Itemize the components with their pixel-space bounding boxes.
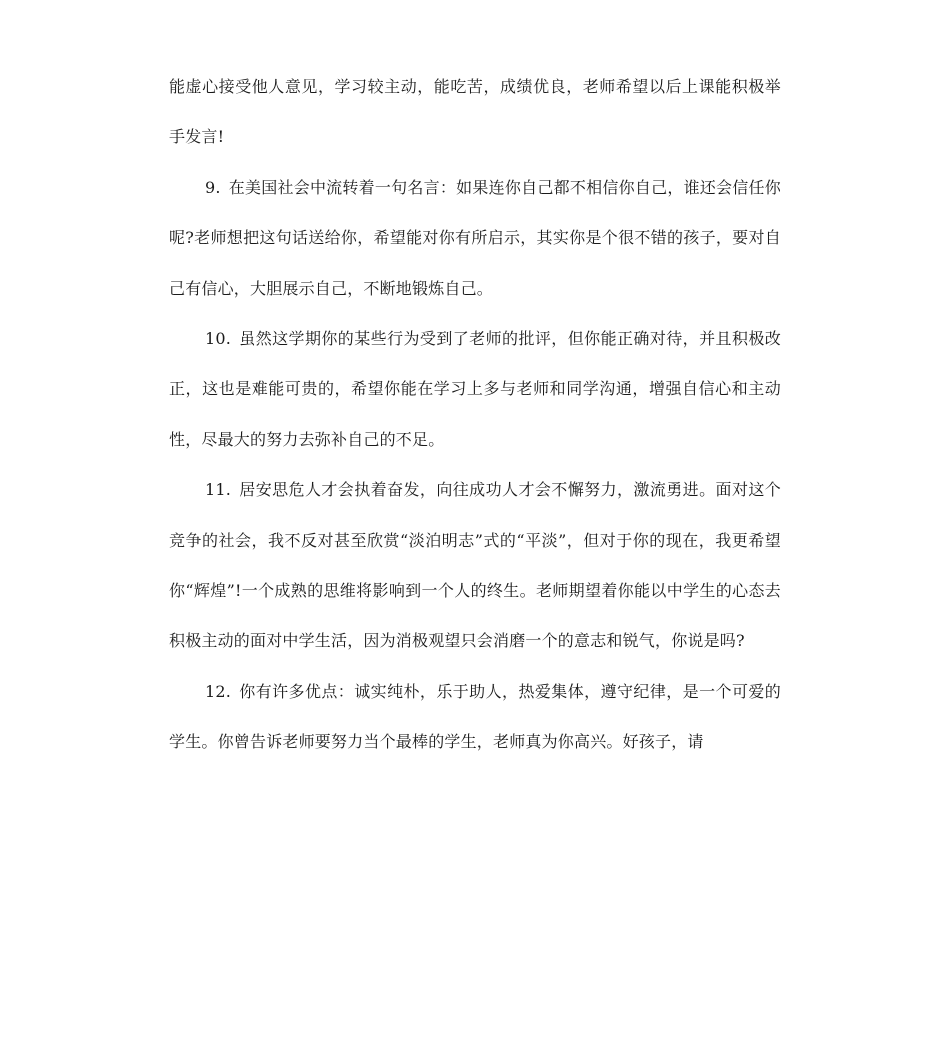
paragraph-number: 9. (205, 177, 221, 197)
paragraph-text: 居安思危人才会执着奋发，向往成功人才会不懈努力，激流勇进。面对这个竞争的社会，我不反对甚至欣赏“淡泊明志”式的“平淡”，但对于你的现在，我更希望你“辉煌”!一个成熟的思维将影响到一个人的终生。老师期望着你能以中学生的心态去积极主动的面对中学生活，因为消极观望只会消磨一个的意志和锐气，你说是吗? (169, 480, 781, 651)
paragraph-number: 12. (205, 681, 232, 701)
paragraph-continuation (169, 62, 781, 163)
paragraph-text: 在美国社会中流转着一句名言：如果连你自己都不相信你自己，谁还会信任你呢?老师想把这句话送给你，希望能对你有所启示，其实你是个很不错的孩子，要对自己有信心，大胆展示自己，不断地锻炼自己。 (169, 177, 781, 298)
paragraph-10 (169, 314, 781, 465)
paragraph-text: 虽然这学期你的某些行为受到了老师的批评，但你能正确对待，并且积极改正，这也是难能可贵的，希望你能在学习上多与老师和同学沟通，增强自信心和主动性，尽最大的努力去弥补自己的不足。 (169, 329, 781, 449)
paragraph-12 (169, 667, 781, 768)
paragraph-text: 你有许多优点：诚实纯朴，乐于助人，热爱集体，遵守纪律，是一个可爱的学生。你曾告诉老师要努力当个最棒的学生，老师真为你高兴。好孩子，请 (169, 681, 781, 752)
paragraph-number: 10. (205, 329, 232, 349)
document-body (169, 62, 781, 768)
paragraph-11 (169, 465, 781, 667)
paragraph-number: 11. (205, 480, 232, 500)
paragraph-text: 能虚心接受他人意见，学习较主动，能吃苦，成绩优良，老师希望以后上课能积极举手发言! (169, 77, 781, 147)
paragraph-9 (169, 163, 781, 314)
